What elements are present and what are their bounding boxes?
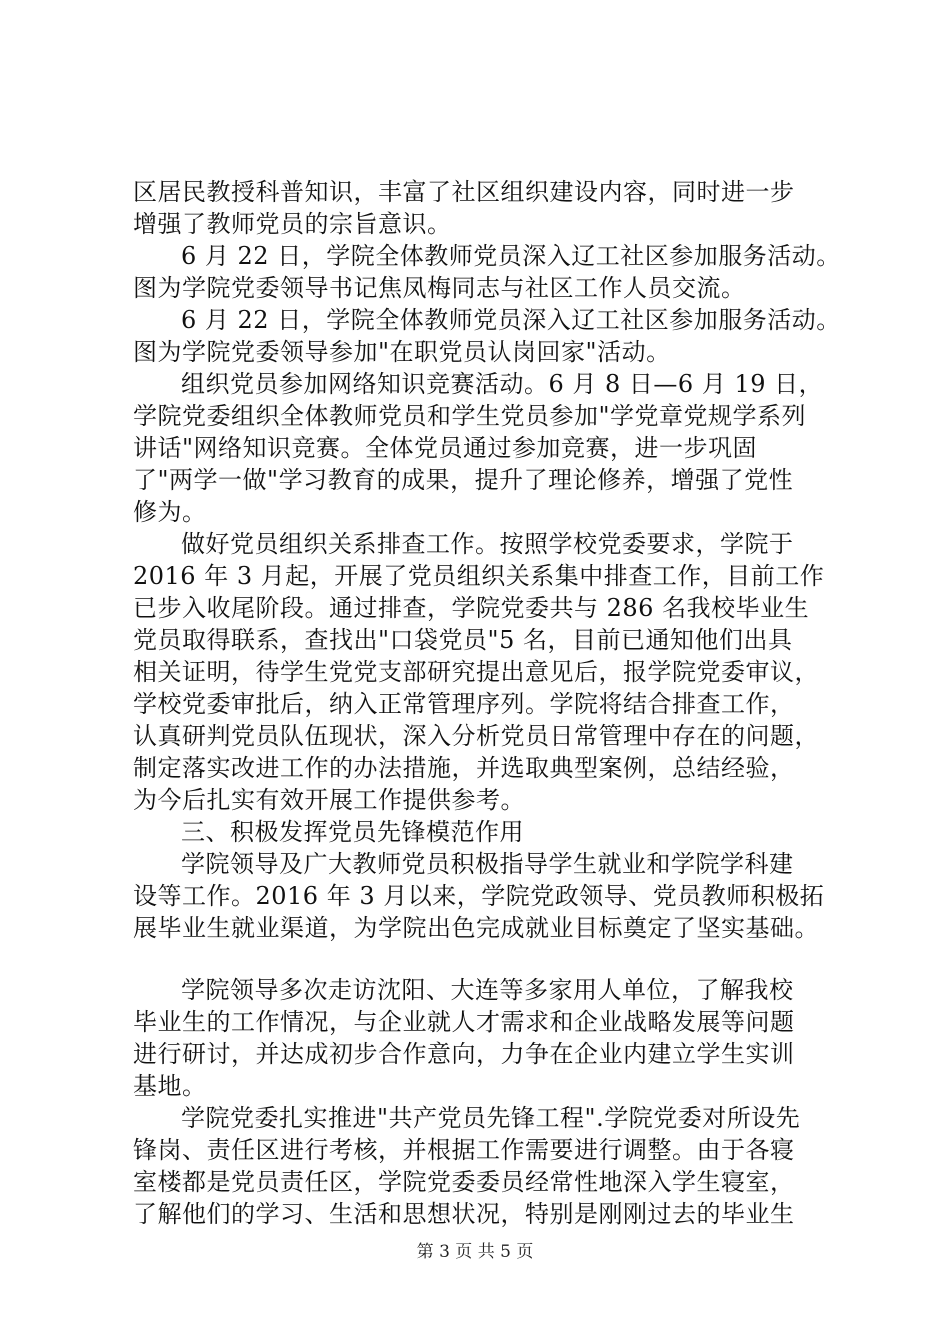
text-line: 学院党委组织全体教师党员和学生党员参加"学党章党规学系列 — [133, 402, 807, 430]
text-line: 室楼都是党员责任区，学院党委委员经常性地深入学生寝室， — [133, 1168, 795, 1196]
text-line: 讲话"网络知识竞赛。全体党员通过参加竞赛，进一步巩固 — [133, 434, 758, 462]
paragraph-p1 — [133, 176, 853, 240]
paragraph-p9 — [133, 1102, 853, 1230]
paragraph-p4 — [133, 368, 853, 528]
text-line: 学院领导多次走访沈阳、大连等多家用人单位，了解我校 — [181, 976, 794, 1004]
page-footer: 第 3 页 共 5 页 — [416, 1242, 534, 1262]
paragraph-p5 — [133, 528, 853, 816]
text-line: 6 月 22 日，学院全体教师党员深入辽工社区参加服务活动。 — [181, 306, 841, 334]
paragraph-p3 — [133, 304, 853, 368]
text-line: 2016 年 3 月起，开展了党员组织关系集中排查工作，目前工作 — [133, 562, 825, 590]
text-line: 学院领导及广大教师党员积极指导学生就业和学院学科建 — [181, 850, 794, 878]
text-line: 三、积极发挥党员先锋模范作用 — [181, 818, 524, 846]
text-line: 党员取得联系，查找出"口袋党员"5 名，目前已通知他们出具 — [133, 626, 793, 654]
text-line: 基地。 — [133, 1072, 207, 1100]
text-line: 学院党委扎实推进"共产党员先锋工程".学院党委对所设先 — [181, 1104, 801, 1132]
text-line: 图为学院党委领导参加"在职党员认岗回家"活动。 — [133, 338, 671, 366]
text-line: 认真研判党员队伍现状，深入分析党员日常管理中存在的问题， — [133, 722, 819, 750]
text-line: 毕业生的工作情况，与企业就人才需求和企业战略发展等问题 — [133, 1008, 795, 1036]
text-line: 修为。 — [133, 498, 207, 526]
text-line: 6 月 22 日，学院全体教师党员深入辽工社区参加服务活动。 — [181, 242, 841, 270]
paragraph-p2 — [133, 240, 853, 304]
text-line: 图为学院党委领导书记焦凤梅同志与社区工作人员交流。 — [133, 274, 746, 302]
text-line: 做好党员组织关系排查工作。按照学校党委要求，学院于 — [181, 530, 794, 558]
paragraph-spacer — [133, 944, 853, 974]
text-line: 锋岗、责任区进行考核，并根据工作需要进行调整。由于各寝 — [133, 1136, 795, 1164]
text-line: 组织党员参加网络知识竞赛活动。6 月 8 日—6 月 19 日， — [181, 370, 824, 398]
paragraph-p8 — [133, 974, 853, 1102]
text-line: 区居民教授科普知识，丰富了社区组织建设内容，同时进一步 — [133, 178, 795, 206]
text-line: 学校党委审批后，纳入正常管理序列。学院将结合排查工作， — [133, 690, 795, 718]
text-line: 相关证明，待学生党党支部研究提出意见后，报学院党委审议， — [133, 658, 819, 686]
paragraph-p6 — [133, 816, 853, 848]
text-line: 增强了教师党员的宗旨意识。 — [133, 210, 452, 238]
paragraph-p7 — [133, 848, 853, 944]
text-line: 了解他们的学习、生活和思想状况，特别是刚刚过去的毕业生 — [133, 1200, 795, 1228]
text-line: 设等工作。2016 年 3 月以来，学院党政领导、党员教师积极拓 — [133, 882, 825, 910]
text-line: 制定落实改进工作的办法措施，并选取典型案例，总结经验， — [133, 754, 795, 782]
text-line: 已步入收尾阶段。通过排查，学院党委共与 286 名我校毕业生 — [133, 594, 810, 622]
text-line: 为今后扎实有效开展工作提供参考。 — [133, 786, 525, 814]
text-line: 了"两学一做"学习教育的成果，提升了理论修养，增强了党性 — [133, 466, 794, 494]
document-body — [133, 176, 853, 1230]
text-line: 进行研讨，并达成初步合作意向，力争在企业内建立学生实训 — [133, 1040, 795, 1068]
text-line: 展毕业生就业渠道，为学院出色完成就业目标奠定了坚实基础。 — [133, 914, 819, 942]
